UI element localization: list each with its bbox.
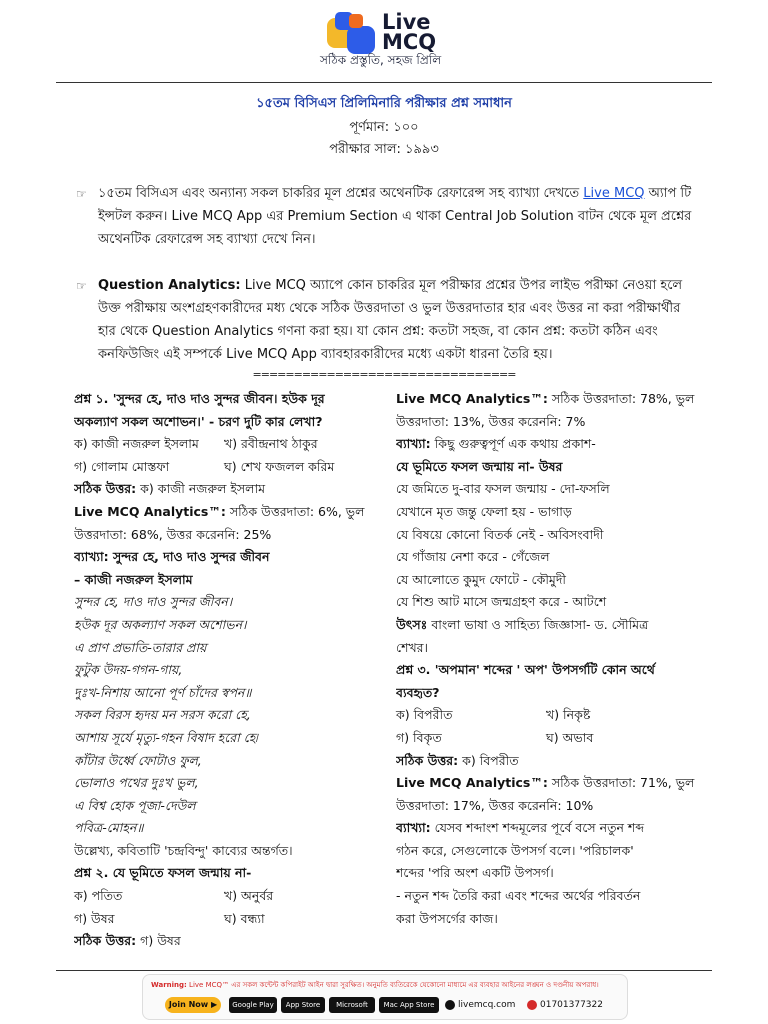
question-1-analytics: উত্তরদাতা: 68%, উত্তর করেননি: 25% [74, 526, 272, 542]
phone-icon [527, 1000, 537, 1010]
option-b: খ) নিকৃষ্ট [546, 707, 591, 723]
left-column [74, 388, 374, 953]
option-d: ঘ) অভাব [546, 729, 594, 745]
poem-line: আশায় সূর্যে মৃত্যু-গহন বিষাদ হরো হে৷ [74, 729, 258, 745]
app-store-button[interactable]: App Store [281, 997, 325, 1013]
footer-banner [142, 974, 628, 1020]
question-3-options [396, 704, 696, 727]
separator: ================================ [252, 368, 516, 381]
header-divider [56, 82, 712, 83]
poem-line: পবিত্র-মোহন॥ [74, 820, 144, 836]
option-a: ক) পতিত [74, 888, 123, 904]
list-item: যে শিশু আট মাসে জন্মগ্রহণ করে - আটশে [396, 594, 607, 610]
poem-line: ভোলাও পথের দুঃখ ভুল, [74, 775, 199, 791]
question-2-analytics: উত্তরদাতা: 13%, উত্তর করেননি: 7% [396, 413, 586, 429]
question-2-source: শেখর। [396, 639, 429, 655]
list-item: যে বিষয়ে কোনো বিতর্ক নেই - অবিসংবাদী [396, 526, 604, 542]
option-c: গ) গোলাম মোস্তফা [74, 458, 170, 474]
poem-line: হউক দূর অকল্যাণ সকল অশোভন। [74, 616, 247, 632]
bullet-text: অ্যাপ টি ইন্সটল করুন। Live MCQ App এর Premium Section এ থাকা Central Job Solution বাটন থেকে মূল প্রশ্নের অথেনটিক রেফারেন্স সহ ব্যাখ্যা দেখে নিন। [98, 186, 692, 247]
list-item: যেখানে মৃত জন্তু ফেলা হয় - ভাগাড় [396, 503, 572, 519]
question-3-answer: সঠিক উত্তর: ক) বিপরীত [396, 752, 519, 768]
phone-number[interactable]: 01701377322 [527, 997, 603, 1013]
question-1-text: প্রশ্ন ১. 'সুন্দর হে, দাও দাও সুন্দর জীবন। হউক দূর [74, 391, 325, 406]
brand-name: Live MCQ [382, 10, 437, 54]
website-link[interactable]: livemcq.com [445, 997, 515, 1013]
question-3-explanation: করা উপসর্গের কাজ। [396, 910, 498, 926]
question-3-text: ব্যবহৃত? [396, 684, 440, 700]
poem-line: এ প্রাণ প্রভাতি-তারার প্রায় [74, 639, 207, 655]
question-2-answer: সঠিক উত্তর: গ) উষর [74, 933, 181, 949]
question-3-explanation: শব্দের 'পরি অংশ একটি উপসর্গ। [396, 865, 554, 881]
option-a: ক) বিপরীত [396, 707, 453, 723]
question-3-explanation: - নতুন শব্দ তৈরি করা এবং শব্দের অর্থের পরিবর্তন [396, 888, 641, 904]
list-item: যে আলোতে কুমুদ ফোটে - কৌমুদী [396, 571, 566, 587]
join-now-button[interactable]: Join Now ▶ [165, 997, 221, 1013]
option-b: খ) রবীন্দ্রনাথ ঠাকুর [224, 436, 318, 452]
footer-divider [56, 970, 712, 971]
question-3-text: প্রশ্ন ৩. 'অপমান' শব্দের ' অপ' উপসর্গটি কোন অর্থে [396, 662, 655, 678]
question-1-analytics: Live MCQ Analytics™: সঠিক উত্তরদাতা: 6%, ভুল [74, 503, 365, 519]
exam-title: ১৫তম বিসিএস প্রিলিমিনারি পরীক্ষার প্রশ্ন সমাধান [256, 96, 512, 111]
poem-line: দুঃখ-নিশায় আনো পূর্ণ চাঁদের স্বপন॥ [74, 684, 252, 700]
bullet-text: Live MCQ অ্যাপে কোন চাকরির মূল পরীক্ষার প্রশ্নের উপর লাইভ পরীক্ষা নেওয়া হলে উক্ত পরীক্ষায় অংশগ্রহণকারীদের মধ্য থেকে সঠিক উত্তরদাতা ও ভুল উত্তরদাতার হার এবং উত্তর না করা পরীক্ষার্থীর হার থেকে Question Analytics গণনা করা হয়। যা কোন প্রশ্ন: কতটা সহজ, বা কোন প্রশ্ন: কতটা কঠিন এবং কনফিউজিং এই সম্পর্কে Live MCQ App ব্যাবহারকারীদের মধ্যে একটা ধারনা তৈরি হয়। [98, 278, 683, 362]
globe-icon [445, 1000, 455, 1010]
poem-line: সুন্দর হে, দাও দাও সুন্দর জীবন। [74, 594, 233, 610]
question-1-note: উল্লেখ্য, কবিতাটি 'চন্দ্রবিন্দু' কাব্যের অন্তর্গত। [74, 842, 293, 858]
list-item: যে গাঁজায় নেশা করে - গেঁজেল [396, 549, 550, 565]
tagline: সঠিক প্রস্তুতি, সহজ প্রিলি [320, 53, 442, 67]
google-play-button[interactable]: Google Play [229, 997, 277, 1013]
poem-line: কাঁটার উর্ধ্বে ফোটাও ফুল, [74, 752, 202, 768]
option-c: গ) উষর [74, 910, 115, 926]
pointing-hand-icon: ☞ [76, 279, 87, 293]
question-2-source: উৎসঃ বাংলা ভাষা ও সাহিত্য জিজ্ঞাসা- ড. সৌমিত্র [396, 616, 649, 632]
question-3-analytics: উত্তরদাতা: 17%, উত্তর করেননি: 10% [396, 797, 594, 813]
question-2-explanation: ব্যাখ্যা: কিছু গুরুত্বপূর্ণ এক কথায় প্রকাশ- [396, 436, 596, 452]
intro-bullet-1 [76, 182, 698, 251]
bullet-label: Question Analytics: [98, 278, 241, 293]
question-1-text: অকল্যাণ সকল অশোভন।' - চরণ দুটি কার লেখা? [74, 413, 323, 429]
option-a: ক) কাজী নজরুল ইসলাম [74, 436, 199, 452]
list-item: যে ভূমিতে ফসল জন্মায় না- উষর [396, 458, 563, 474]
page-header [0, 0, 768, 84]
copyright-warning: Warning: Live MCQ™ এর সকল কন্টেন্ট কপিরাইট আইন দ্বারা সুরক্ষিত। অনুমতি ব্যতিরেকে যেকোনো মাধ্যমে এর ব্যবহার আইনের লঙ্ঘন ও দণ্ডনীয় অপরাধ। [151, 981, 599, 989]
question-3-analytics: Live MCQ Analytics™: সঠিক উত্তরদাতা: 71%, ভুল [396, 775, 695, 791]
question-3-explanation: গঠন করে, সেগুলোকে উপসর্গ বলে। 'পরিচালক' [396, 842, 634, 858]
option-b: খ) অনুর্বর [224, 888, 274, 904]
question-3-explanation: ব্যাখ্যা: যেসব শব্দাংশ শব্দমূলের পূর্বে বসে নতুন শব্দ [396, 820, 645, 836]
question-2-analytics: Live MCQ Analytics™: সঠিক উত্তরদাতা: 78%, ভুল [396, 391, 695, 406]
poem-line: এ বিশ্ব হোক পূজা-দেউল [74, 797, 196, 813]
mac-app-store-button[interactable]: Mac App Store [379, 997, 439, 1013]
question-1-options [74, 433, 374, 456]
intro-bullet-2 [76, 274, 698, 366]
microsoft-store-button[interactable]: Microsoft [329, 997, 375, 1013]
poem-line: ফুটুক উদয়-গগন-গায়, [74, 662, 183, 678]
list-item: যে জমিতে দু-বার ফসল জন্মায় - দো-ফসলি [396, 481, 610, 497]
question-1-explanation: – কাজী নজরুল ইসলাম [74, 571, 193, 587]
question-2-options [74, 908, 374, 931]
option-c: গ) বিকৃত [396, 729, 442, 745]
pointing-hand-icon: ☞ [76, 187, 87, 201]
option-d: ঘ) বন্ধ্যা [224, 910, 265, 926]
live-mcq-logo-icon [327, 12, 377, 54]
poem-line: সকল বিরস হৃদয় মন সরস করো হে, [74, 707, 251, 723]
question-2-text: প্রশ্ন ২. যে ভূমিতে ফসল জন্মায় না- [74, 865, 252, 881]
poem [74, 591, 374, 840]
right-column [396, 388, 696, 930]
option-d: ঘ) শেখ ফজলল করিম [224, 458, 335, 474]
exam-marks: পূর্ণমান: ১০০ [349, 120, 419, 135]
question-1-options [74, 456, 374, 479]
question-3-options [396, 727, 696, 750]
live-mcq-link[interactable]: Live MCQ [583, 186, 645, 201]
exam-year: পরীক্ষার সাল: ১৯৯৩ [329, 142, 439, 157]
question-2-options [74, 885, 374, 908]
question-1-answer: সঠিক উত্তর: ক) কাজী নজরুল ইসলাম [74, 481, 266, 497]
bullet-text: ১৫তম বিসিএস এবং অন্যান্য সকল চাকরির মূল প্রশ্নের অথেনটিক রেফারেন্স সহ ব্যাখ্যা দেখতে [98, 186, 584, 201]
question-1-explanation: ব্যাখ্যা: সুন্দর হে, দাও দাও সুন্দর জীবন [74, 549, 270, 565]
